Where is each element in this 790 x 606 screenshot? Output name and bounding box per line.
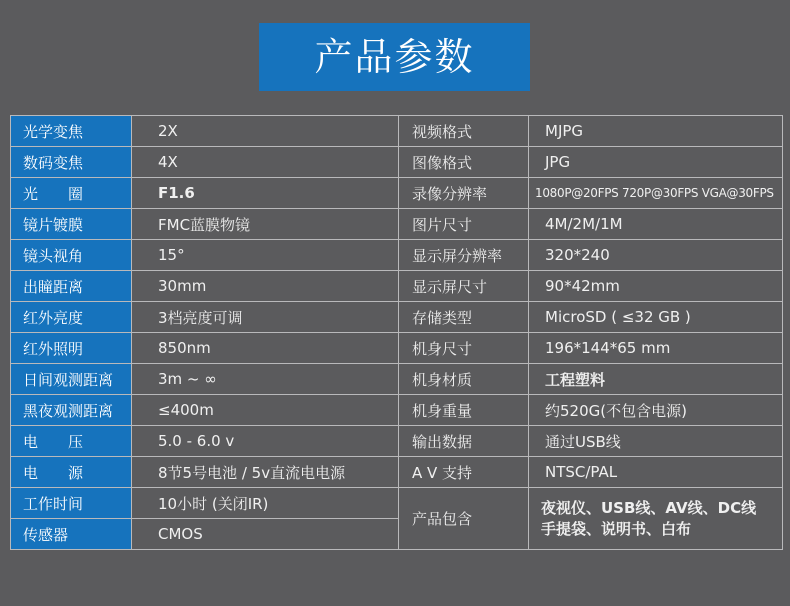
spec-value: 5.0 - 6.0 v: [132, 426, 399, 457]
table-row: [11, 395, 783, 426]
spec-label: 电 源: [11, 457, 132, 488]
spec-value: CMOS: [132, 519, 399, 550]
spec-value: F1.6: [132, 178, 399, 209]
table-row: [11, 364, 783, 395]
spec-label: 录像分辨率: [399, 178, 529, 209]
spec-value-multiline: [529, 488, 783, 550]
spec-label: 图像格式: [399, 147, 529, 178]
spec-label: 黑夜观测距离: [11, 395, 132, 426]
spec-label: 传感器: [11, 519, 132, 550]
spec-label: 显示屏尺寸: [399, 271, 529, 302]
spec-label: 光学变焦: [11, 116, 132, 147]
table-row: [11, 302, 783, 333]
spec-value: 4X: [132, 147, 399, 178]
spec-label: 日间观测距离: [11, 364, 132, 395]
spec-label: 机身重量: [399, 395, 529, 426]
spec-label: 红外亮度: [11, 302, 132, 333]
spec-label: 镜头视角: [11, 240, 132, 271]
spec-label: 出瞳距离: [11, 271, 132, 302]
spec-label: 数码变焦: [11, 147, 132, 178]
spec-label: 镜片镀膜: [11, 209, 132, 240]
spec-label: 图片尺寸: [399, 209, 529, 240]
spec-value: 3m ~ ∞: [132, 364, 399, 395]
spec-value: 通过USB线: [529, 426, 783, 457]
table-row: [11, 240, 783, 271]
table-row: [11, 178, 783, 209]
spec-value: 8节5号电池 / 5v直流电电源: [132, 457, 399, 488]
spec-value: 90*42mm: [529, 271, 783, 302]
spec-label: 输出数据: [399, 426, 529, 457]
spec-table: [10, 115, 783, 550]
spec-value: 2X: [132, 116, 399, 147]
spec-value: JPG: [529, 147, 783, 178]
table-row: [11, 147, 783, 178]
spec-value: 850nm: [132, 333, 399, 364]
table-row: [11, 426, 783, 457]
spec-value: FMC蓝膜物镜: [132, 209, 399, 240]
spec-value: 10小时 (关闭IR): [132, 488, 399, 519]
spec-label: 电 压: [11, 426, 132, 457]
spec-label: 机身材质: [399, 364, 529, 395]
spec-value: 15°: [132, 240, 399, 271]
spec-value: NTSC/PAL: [529, 457, 783, 488]
spec-value: ≤400m: [132, 395, 399, 426]
spec-label: A V 支持: [399, 457, 529, 488]
table-row: [11, 209, 783, 240]
spec-label: 红外照明: [11, 333, 132, 364]
spec-value: MicroSD ( ≤32 GB ): [529, 302, 783, 333]
included-items-line-2: 手提袋、说明书、白布: [541, 519, 692, 538]
spec-value: 1080P@20FPS 720P@30FPS VGA@30FPS: [529, 178, 783, 209]
spec-label: 产品包含: [399, 488, 529, 550]
spec-value: 196*144*65 mm: [529, 333, 783, 364]
spec-value: 320*240: [529, 240, 783, 271]
table-row: [11, 271, 783, 302]
spec-label: 视频格式: [399, 116, 529, 147]
page-title: 产品参数: [259, 23, 530, 91]
spec-label: 工作时间: [11, 488, 132, 519]
spec-label: 存储类型: [399, 302, 529, 333]
spec-value: 30mm: [132, 271, 399, 302]
table-row: [11, 488, 783, 519]
table-row: [11, 116, 783, 147]
spec-value: 约520G(不包含电源): [529, 395, 783, 426]
included-items-line-1: 夜视仪、USB线、AV线、DC线: [541, 498, 757, 517]
table-row: [11, 457, 783, 488]
table-row: [11, 333, 783, 364]
spec-label: 显示屏分辨率: [399, 240, 529, 271]
spec-value: MJPG: [529, 116, 783, 147]
spec-value: 3档亮度可调: [132, 302, 399, 333]
spec-value: 4M/2M/1M: [529, 209, 783, 240]
spec-value: 工程塑料: [529, 364, 783, 395]
spec-label: 机身尺寸: [399, 333, 529, 364]
spec-label: 光 圈: [11, 178, 132, 209]
